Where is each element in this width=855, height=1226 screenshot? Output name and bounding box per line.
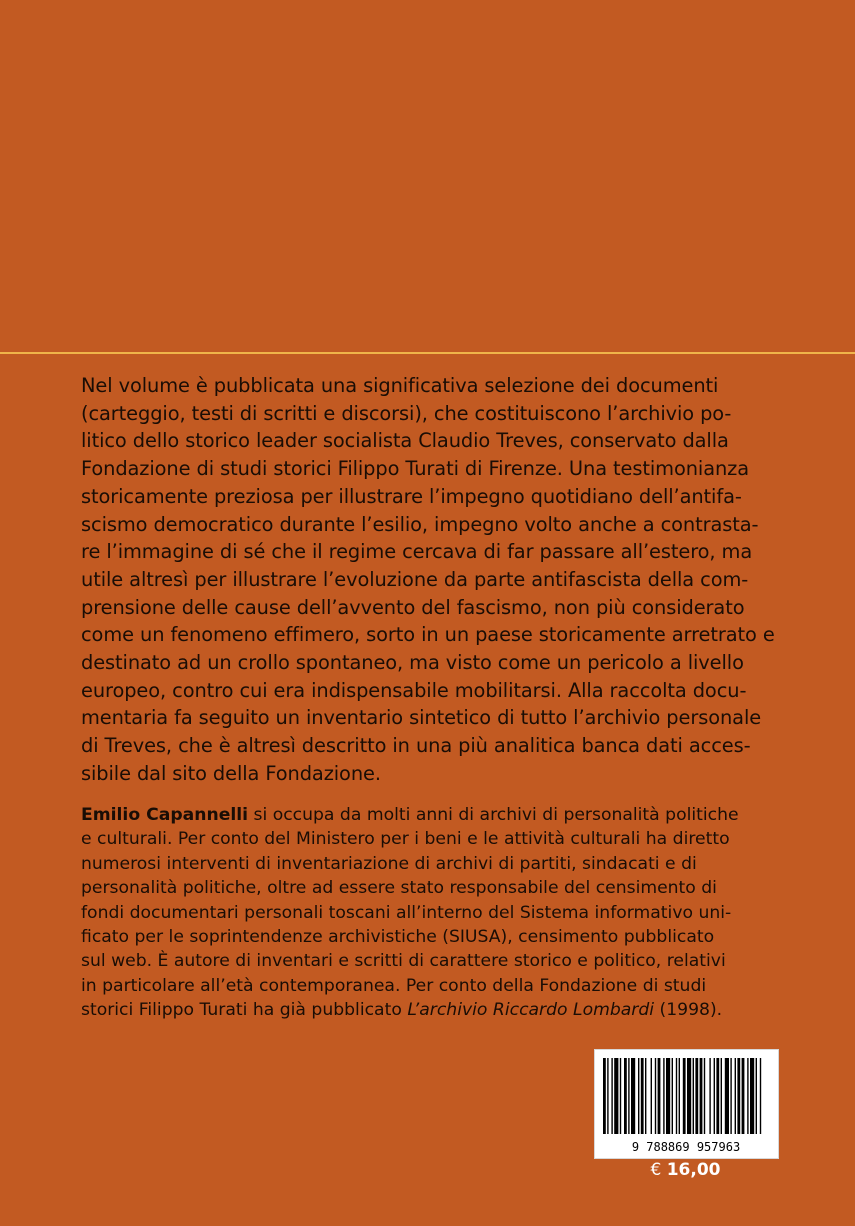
barcode-bars [603,1058,761,1134]
synopsis-line: di Treves, che è altresì descritto in una più analitica banca dati acces- [81,734,751,758]
cited-book-title: L’archivio Riccardo Lombardi [407,1000,655,1021]
barcode-bar [638,1058,639,1134]
barcode-bar [628,1058,629,1134]
bio-line: numerosi interventi di inventariazione di archivi di partiti, sindacati e di [81,853,697,874]
barcode-bar [704,1058,705,1134]
synopsis-line: destinato ad un crollo spontaneo, ma visto come un pericolo a livello [81,651,744,675]
bio-line: e culturali. Per conto del Ministero per i beni e le attività culturali ha diretto [81,829,730,850]
barcode-bar [737,1058,740,1134]
barcode-bar [607,1058,608,1134]
barcode-bar [721,1058,722,1134]
barcode-bar [716,1058,719,1134]
barcode-bar [624,1058,627,1134]
bio-last-line-prefix: storici Filippo Turati ha già pubblicato [81,1000,408,1021]
synopsis-text [81,372,775,788]
synopsis-line: (carteggio, testi di scritti e discorsi), che costituiscono l’archivio po- [81,401,732,425]
synopsis-line: scismo democratico durante l’esilio, impegno volto anche a contrasta- [81,512,759,536]
bio-line [81,998,775,1022]
barcode-bar [611,1058,612,1134]
price-amount: 16,00 [666,1160,721,1180]
barcode-bar [641,1058,644,1134]
bio-line: fondi documentari personali toscani all’interno del Sistema informativo uni- [81,902,732,923]
bio-line: sul web. È autore di inventari e scritti di carattere storico e politico, relativi [81,951,726,972]
barcode-bar [679,1058,680,1134]
barcode-bar [735,1058,736,1134]
synopsis-line: sibile dal sito della Fondazione. [81,761,381,785]
synopsis-line: re l’immagine di sé che il regime cercava di far passare all’estero, ma [81,540,753,564]
synopsis-line: Nel volume è pubblicata una significativa selezione dei documenti [81,374,719,397]
barcode-bar [700,1058,703,1134]
synopsis-line: europeo, contro cui era indispensabile mobilitarsi. Alla raccolta docu- [81,678,747,702]
barcode-bar [693,1058,694,1134]
synopsis-line: Fondazione di studi storici Filippo Turati di Firenze. Una testimonianza [81,457,750,481]
barcode-digits: 9 788869 957963 [631,1140,741,1154]
synopsis-line: mentaria fa seguito un inventario sintetico di tutto l’archivio personale [81,706,762,730]
author-name: Emilio Capannelli [81,805,249,825]
barcode-bar [725,1058,729,1134]
barcode-bar [695,1058,698,1134]
barcode-bar [730,1058,731,1134]
bio-line: in particolare all’età contemporanea. Per conto della Fondazione di studi [81,975,707,996]
author-bio [81,803,775,1023]
bio-line: personalità politiche, oltre ad essere stato responsabile del censimento di [81,878,717,899]
barcode-bar [672,1058,673,1134]
bio-last-line-suffix: (1998). [654,1000,723,1021]
barcode-bar [676,1058,677,1134]
bio-first-line-text: si occupa da molti anni di archivi di personalità politiche [248,805,739,825]
synopsis-line: utile altresì per illustrare l’evoluzione da parte antifascista della com- [81,567,749,591]
barcode-bar [663,1058,664,1134]
barcode-bar [750,1058,754,1134]
divider-line [0,352,855,354]
price-label [594,1160,777,1180]
currency-symbol: € [650,1160,662,1180]
barcode-bar [683,1058,686,1134]
barcode-bar [756,1058,757,1134]
barcode-bar [620,1058,621,1134]
synopsis-line: prensione delle cause dell’avvento del fascismo, non più considerato [81,595,745,619]
barcode-bar [631,1058,635,1134]
barcode-graphic [595,1050,778,1158]
barcode-bar [614,1058,618,1134]
bio-line [81,803,775,827]
barcode-bar [655,1058,656,1134]
isbn-barcode [594,1049,779,1159]
synopsis-line: come un fenomeno effimero, sorto in un paese storicamente arretrato e [81,623,775,647]
barcode-bar [714,1058,715,1134]
barcode-bar [666,1058,670,1134]
synopsis-line: litico dello storico leader socialista Claudio Treves, conservato dalla [81,429,729,453]
barcode-bar [687,1058,691,1134]
barcode-bar [742,1058,745,1134]
barcode-bar [603,1058,606,1134]
barcode-bar [645,1058,646,1134]
synopsis-line: storicamente preziosa per illustrare l’impegno quotidiano dell’antifa- [81,484,742,508]
barcode-bar [747,1058,748,1134]
barcode-bar [651,1058,652,1134]
barcode-bar [658,1058,661,1134]
barcode-bar [709,1058,710,1134]
bio-line: ficato per le soprintendenze archivistiche (SIUSA), censimento pubblicato [81,927,715,948]
barcode-bar [760,1058,761,1134]
